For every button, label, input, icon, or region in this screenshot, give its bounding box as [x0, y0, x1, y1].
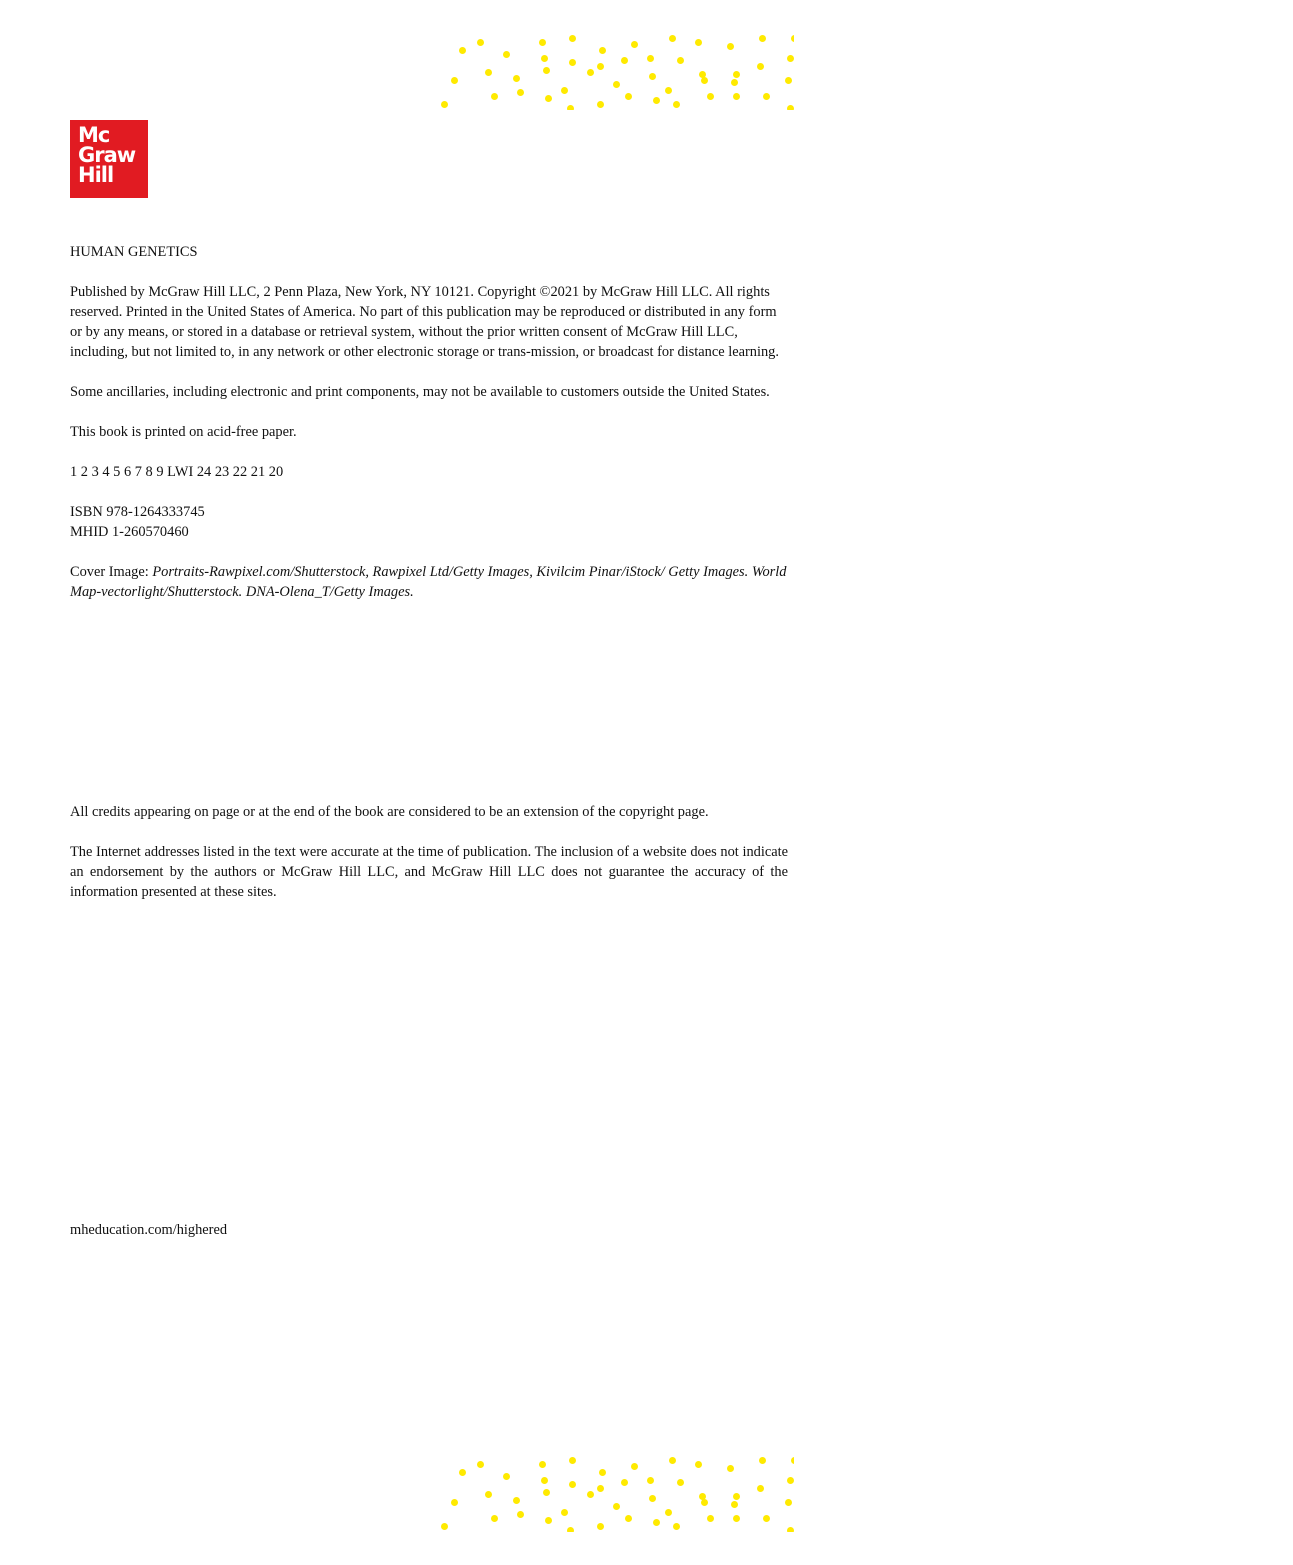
decorative-dot: [569, 59, 576, 66]
decorative-dot: [787, 1527, 794, 1532]
decorative-dot: [451, 77, 458, 84]
publication-notice: Published by McGraw Hill LLC, 2 Penn Plaza, New York, NY 10121. Copyright ©2021 by McGraw Hill LLC. All rights reserved. Printed in the United States of America. No part of this publication may be reproduced or distributed in any form or by any means, or stored in a database or retrieval system, without the prior written consent of McGraw Hill LLC, including, but not limited to, in any network or other electronic storage or trans-mission, or broadcast for distance learning.: [70, 284, 779, 360]
decorative-dot: [649, 1495, 656, 1502]
logo-line-graw: Graw: [78, 143, 136, 167]
decorative-dot: [727, 1465, 734, 1472]
decorative-dot: [631, 1463, 638, 1470]
decorative-dot: [485, 69, 492, 76]
decorative-dot: [625, 93, 632, 100]
decorative-dot: [599, 47, 606, 54]
cover-credits-text: Portraits-Rawpixel.com/Shutterstock, Rawpixel Ltd/Getty Images, Kivilcim Pinar/iStock/ Getty Images. World Map-vectorlight/Shutterstock. DNA-Olena_T/Getty Images.: [70, 564, 787, 600]
decorative-dot: [491, 93, 498, 100]
decorative-dot: [517, 1511, 524, 1518]
decorative-dot: [543, 1489, 550, 1496]
decorative-dot: [621, 1479, 628, 1486]
decorative-dot: [733, 93, 740, 100]
decorative-dot: [517, 89, 524, 96]
decorative-dots-bottom: [440, 1456, 794, 1532]
decorative-dot: [599, 1469, 606, 1476]
decorative-dot: [677, 57, 684, 64]
decorative-dot: [731, 1501, 738, 1508]
decorative-dot: [785, 77, 792, 84]
decorative-dot: [441, 1523, 448, 1530]
decorative-dot: [669, 1457, 676, 1464]
decorative-dot: [785, 1499, 792, 1506]
decorative-dot: [503, 51, 510, 58]
decorative-dot: [613, 1503, 620, 1510]
decorative-dot: [613, 81, 620, 88]
decorative-dot: [733, 1493, 740, 1500]
cover-image-credits: [70, 562, 788, 602]
decorative-dot: [561, 1509, 568, 1516]
decorative-dot: [701, 77, 708, 84]
decorative-dot: [587, 69, 594, 76]
credits-notice: All credits appearing on page or at the end of the book are considered to be an extension of the copyright page.: [70, 804, 709, 820]
decorative-dot: [543, 67, 550, 74]
decorative-dot: [647, 1477, 654, 1484]
decorative-dot: [695, 39, 702, 46]
decorative-dot: [477, 39, 484, 46]
decorative-dot: [701, 1499, 708, 1506]
decorative-dot: [647, 55, 654, 62]
decorative-dot: [441, 101, 448, 108]
decorative-dot: [539, 39, 546, 46]
decorative-dot: [541, 1477, 548, 1484]
decorative-dot: [653, 97, 660, 104]
identifiers: [70, 502, 788, 542]
decorative-dot: [503, 1473, 510, 1480]
decorative-dot: [541, 55, 548, 62]
decorative-dot: [791, 1457, 794, 1464]
decorative-dot: [653, 1519, 660, 1526]
decorative-dot: [567, 1527, 574, 1532]
isbn: ISBN 978-1264333745: [70, 504, 205, 520]
decorative-dot: [649, 73, 656, 80]
decorative-dot: [757, 63, 764, 70]
decorative-dot: [673, 1523, 680, 1530]
decorative-dot: [763, 1515, 770, 1522]
decorative-dot: [569, 1457, 576, 1464]
decorative-dot: [759, 1457, 766, 1464]
decorative-dot: [665, 1509, 672, 1516]
decorative-dot: [561, 87, 568, 94]
decorative-dot: [787, 1477, 794, 1484]
decorative-dot: [727, 43, 734, 50]
decorative-dot: [597, 1485, 604, 1492]
mhid: MHID 1-260570460: [70, 524, 189, 540]
decorative-dot: [569, 1481, 576, 1488]
decorative-dot: [665, 87, 672, 94]
decorative-dot: [673, 101, 680, 108]
internet-notice: The Internet addresses listed in the text were accurate at the time of publication. The inclusion of a website does not indicate an endorsement by the authors or McGraw Hill LLC, and McGraw Hill LLC does not guarantee the accuracy of the information presented at these sites.: [70, 844, 788, 900]
decorative-dot: [791, 35, 794, 42]
decorative-dot: [763, 93, 770, 100]
cover-label: Cover Image:: [70, 564, 153, 580]
decorative-dot: [669, 35, 676, 42]
decorative-dot: [587, 1491, 594, 1498]
decorative-dot: [597, 63, 604, 70]
website-url: mheducation.com/highered: [70, 1222, 228, 1238]
copyright-content: [70, 242, 788, 922]
decorative-dot: [545, 1517, 552, 1524]
decorative-dot: [539, 1461, 546, 1468]
decorative-dot: [631, 41, 638, 48]
decorative-dot: [677, 1479, 684, 1486]
decorative-dot: [545, 95, 552, 102]
decorative-dot: [459, 1469, 466, 1476]
decorative-dot: [731, 79, 738, 86]
decorative-dot: [733, 1515, 740, 1522]
decorative-dot: [459, 47, 466, 54]
printing-line: 1 2 3 4 5 6 7 8 9 LWI 24 23 22 21 20: [70, 464, 284, 480]
decorative-dot: [625, 1515, 632, 1522]
logo-line-hill: Hill: [78, 163, 114, 187]
logo-line-mc: Mc: [78, 123, 110, 147]
ancillaries-notice: Some ancillaries, including electronic and print components, may not be available to customers outside the United States.: [70, 384, 770, 400]
paper-notice: This book is printed on acid-free paper.: [70, 424, 297, 440]
decorative-dot: [759, 35, 766, 42]
mcgraw-hill-logo: [70, 120, 148, 198]
decorative-dot: [787, 55, 794, 62]
decorative-dot: [513, 75, 520, 82]
decorative-dot: [513, 1497, 520, 1504]
decorative-dot: [597, 1523, 604, 1530]
decorative-dot: [597, 101, 604, 108]
decorative-dot: [621, 57, 628, 64]
decorative-dot: [707, 93, 714, 100]
decorative-dot: [567, 105, 574, 110]
decorative-dot: [695, 1461, 702, 1468]
decorative-dot: [569, 35, 576, 42]
decorative-dot: [757, 1485, 764, 1492]
decorative-dot: [733, 71, 740, 78]
decorative-dot: [485, 1491, 492, 1498]
decorative-dot: [707, 1515, 714, 1522]
decorative-dot: [787, 105, 794, 110]
decorative-dot: [451, 1499, 458, 1506]
decorative-dot: [491, 1515, 498, 1522]
decorative-dots-top: [440, 34, 794, 110]
book-title: HUMAN GENETICS: [70, 244, 198, 260]
decorative-dot: [477, 1461, 484, 1468]
